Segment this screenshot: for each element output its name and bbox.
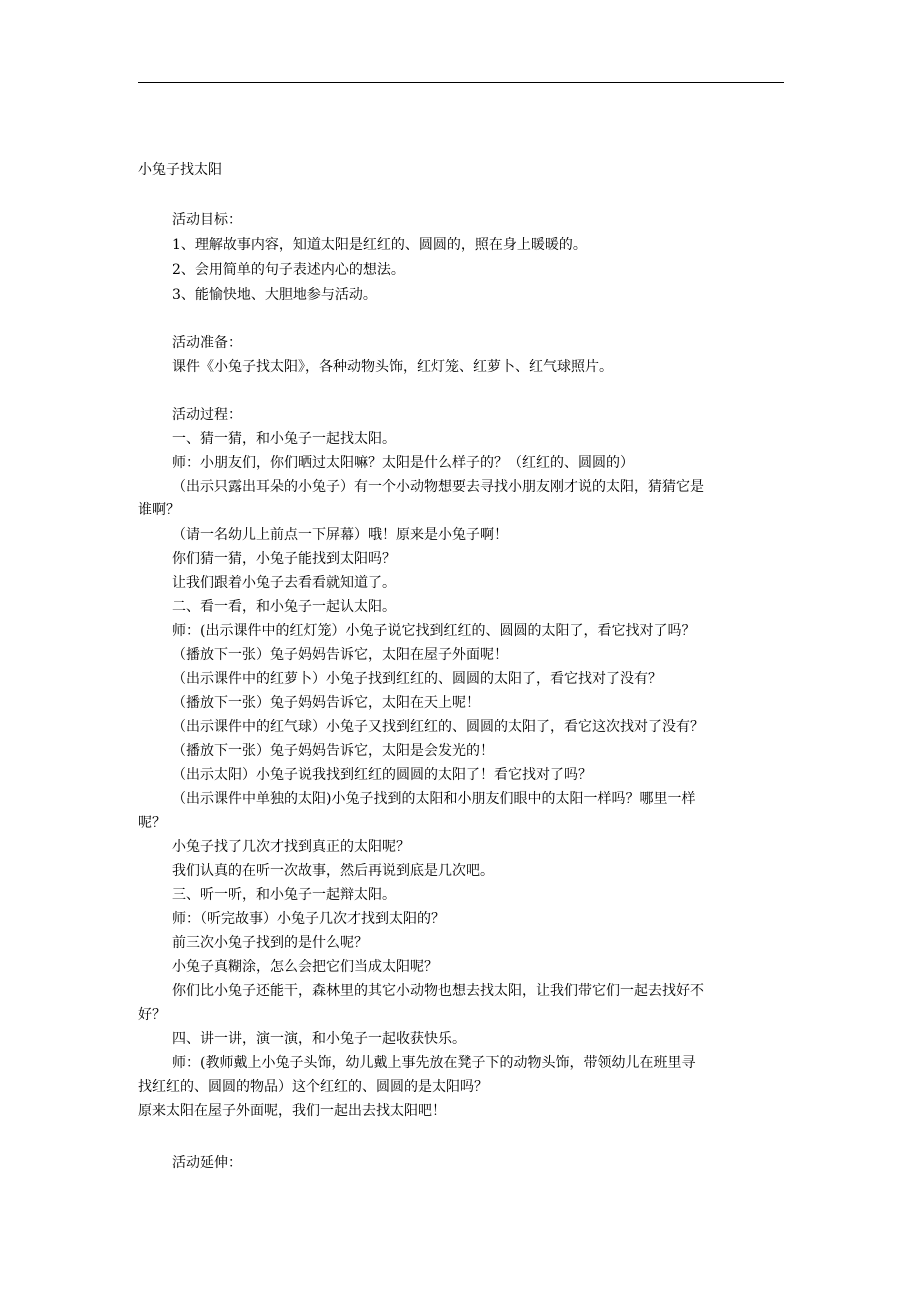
process-line: （出示课件中的红萝卜）小兔子找到红红的、圆圆的太阳了，看它找对了没有？: [172, 671, 662, 687]
process-line: （出示只露出耳朵的小兔子）有一个小动物想要去寻找小朋友刚才说的太阳，猜猜它是: [172, 479, 704, 495]
process-line: 小兔子真糊涂，怎么会把它们当成太阳呢？: [172, 959, 438, 975]
process-line: 呢？: [138, 815, 166, 831]
process-line: 让我们跟着小兔子去看看就知道了。: [172, 575, 396, 591]
process-line: 一、猜一猜，和小兔子一起找太阳。: [172, 431, 396, 447]
header-rule: [138, 82, 784, 83]
process-line: 师：(出示课件中的红灯笼）小兔子说它找到红红的、圆圆的太阳了，看它找对了吗？: [172, 623, 696, 639]
process-line: 你们猜一猜，小兔子能找到太阳吗？: [172, 551, 396, 567]
prep-text: 课件《小兔子找太阳》，各种动物头饰，红灯笼、红萝卜、红气球照片。: [172, 359, 613, 375]
process-line: 谁啊？: [138, 502, 180, 518]
prep-heading: 活动准备：: [172, 335, 242, 351]
process-line: 前三次小兔子找到的是什么呢？: [172, 935, 368, 951]
goal-item: 3、能愉快地、大胆地参与活动。: [172, 287, 377, 303]
process-line: （出示课件中单独的太阳)小兔子找到的太阳和小朋友们眼中的太阳一样吗？哪里一样: [172, 791, 696, 807]
process-line: 师：(教师戴上小兔子头饰，幼儿戴上事先放在凳子下的动物头饰，带领幼儿在班里寻: [172, 1055, 696, 1071]
process-line: 小兔子找了几次才找到真正的太阳呢？: [172, 839, 410, 855]
process-line: 我们认真的在听一次故事，然后再说到底是几次吧。: [172, 863, 494, 879]
process-line: （播放下一张）兔子妈妈告诉它，太阳在屋子外面呢！: [172, 647, 508, 663]
process-line: （请一名幼儿上前点一下屏幕）哦！原来是小兔子啊！: [172, 527, 508, 543]
process-line: 找红红的、圆圆的物品）这个红红的、圆圆的是太阳吗？: [138, 1079, 488, 1095]
process-line: （播放下一张）兔子妈妈告诉它，太阳在天上呢！: [172, 695, 480, 711]
process-line: 二、看一看，和小兔子一起认太阳。: [172, 599, 396, 615]
process-line: （播放下一张）兔子妈妈告诉它，太阳是会发光的！: [172, 743, 494, 759]
process-line: 四、讲一讲，演一演，和小兔子一起收获快乐。: [172, 1031, 466, 1047]
process-line: 三、听一听，和小兔子一起辩太阳。: [172, 887, 396, 903]
process-line: （出示太阳）小兔子说我找到红红的圆圆的太阳了！看它找对了吗？: [172, 767, 592, 783]
process-heading: 活动过程：: [172, 407, 242, 423]
goals-heading: 活动目标：: [172, 212, 242, 228]
goal-item: 2、会用简单的句子表述内心的想法。: [172, 262, 405, 278]
process-line: 原来太阳在屋子外面呢，我们一起出去找太阳吧！: [138, 1103, 446, 1119]
process-line: 师：小朋友们，你们晒过太阳嘛？太阳是什么样子的？（红红的、圆圆的）: [172, 455, 634, 471]
extension-heading: 活动延伸：: [172, 1155, 242, 1171]
process-line: （出示课件中的红气球）小兔子又找到红红的、圆圆的太阳了，看它这次找对了没有？: [172, 719, 704, 735]
document-title: 小兔子找太阳: [138, 162, 222, 178]
goal-item: 1、理解故事内容，知道太阳是红红的、圆圆的，照在身上暖暖的。: [172, 237, 587, 253]
process-line: 好？: [138, 1007, 166, 1023]
process-line: 你们比小兔子还能干，森林里的其它小动物也想去找太阳，让我们带它们一起去找好不: [172, 983, 704, 999]
process-line: 师：（听完故事）小兔子几次才找到太阳的？: [172, 911, 445, 927]
